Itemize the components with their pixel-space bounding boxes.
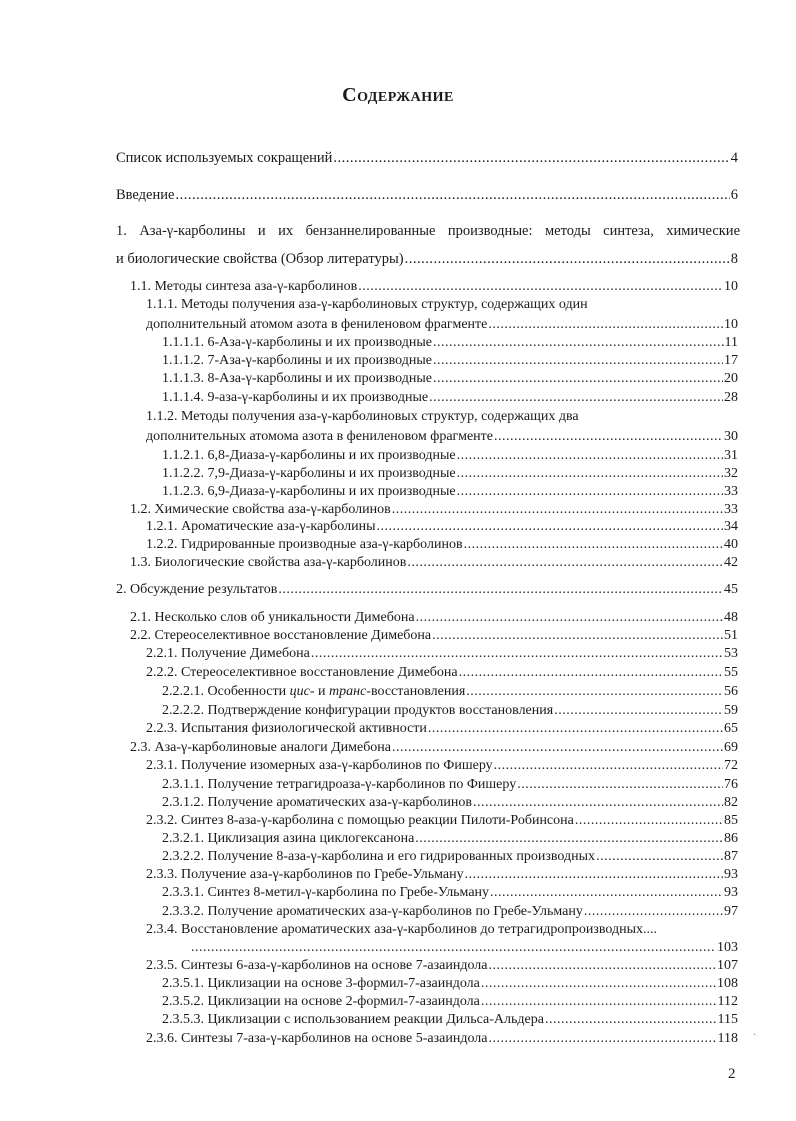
toc-entry-title: 1.1.1.4. 9-аза-γ-карболины и их производные [162, 390, 429, 405]
dot-leader [457, 447, 723, 465]
toc-entry [162, 334, 738, 352]
dot-leader [481, 975, 716, 993]
dot-leader [494, 757, 723, 775]
toc-entry-page: 107 [717, 958, 738, 973]
toc-entry-page: 32 [724, 466, 738, 481]
dot-leader [428, 720, 723, 738]
page-number: 2 [728, 1066, 736, 1082]
toc-entry-page: 93 [724, 867, 738, 882]
toc-entry-page: 40 [724, 537, 738, 552]
toc-entry-title: 1.1.2.2. 7,9-Диаза-γ-карболины и их производные [162, 466, 456, 481]
dot-leader [545, 1011, 717, 1029]
toc-entry-page: 69 [724, 740, 738, 755]
toc-entry [146, 408, 579, 426]
toc-entry-title: 1.2. Химические свойства аза-γ-карболинов [130, 502, 391, 517]
dot-leader [405, 250, 730, 268]
dot-leader [407, 554, 723, 572]
dot-leader [575, 812, 723, 830]
toc-entry-title: 2.3.5.3. Циклизации с использованием реакции Дильса-Альдера [162, 1012, 544, 1027]
toc-entry-title: 1.1.2. Методы получения аза-γ-карболиновых структур, содержащих два [146, 409, 579, 424]
dot-leader [494, 428, 723, 446]
dot-leader [333, 149, 729, 167]
stray-mark: · [753, 1030, 757, 1041]
toc-entry-page: 31 [724, 448, 738, 463]
toc-entry-title: 2. Обсуждение результатов [116, 582, 278, 597]
toc-entry-title: 1.1.1.1. 6-Аза-γ-карболины и их производные [162, 335, 432, 350]
dot-leader [433, 370, 723, 388]
dot-leader [488, 1030, 716, 1048]
toc-entry [146, 957, 738, 975]
toc-entry [162, 1011, 738, 1029]
dot-leader [433, 334, 724, 352]
toc-entry [116, 222, 740, 240]
toc-entry-page: 11 [724, 335, 738, 350]
toc-entry [130, 739, 738, 757]
toc-entry-page: 72 [724, 758, 738, 773]
toc-entry-title: 2.2.2.2. Подтверждение конфигурации продуктов восстановления [162, 703, 554, 718]
toc-entry-page: 97 [724, 904, 738, 919]
toc-entry [130, 501, 738, 519]
toc-entry-title: 2.3.1.1. Получение тетрагидроаза-γ-карболинов по Фишеру [162, 777, 517, 792]
toc-entry-page: 93 [724, 885, 738, 900]
toc-entry [162, 903, 738, 921]
toc-entry-page: 30 [724, 429, 738, 444]
toc-entry-page: 103 [717, 940, 738, 955]
page-title: Содержание [342, 84, 454, 106]
toc-entry [162, 776, 738, 794]
toc-entry [162, 352, 738, 370]
toc-entry-title: 1.1.2.1. 6,8-Диаза-γ-карболины и их производные [162, 448, 456, 463]
toc-entry-title: 2.3.5. Синтезы 6-аза-γ-карболинов на основе 7-азаиндола [146, 958, 488, 973]
toc-entry-title: Введение [116, 187, 175, 203]
toc-entry-title: дополнительных атомома азота в фениленовом фрагменте [146, 429, 493, 444]
dot-leader [392, 739, 723, 757]
toc-entry-title: 1.1.1. Методы получения аза-γ-карболиновых структур, содержащих один [146, 297, 588, 312]
toc-entry [162, 830, 738, 848]
toc-entry [146, 1030, 738, 1048]
toc-entry-title: 2.2. Стереоселективное восстановление Димебона [130, 628, 432, 643]
toc-entry-page: 45 [724, 582, 738, 597]
toc-entry-title: 1.2.2. Гидрированные производные аза-γ-карболинов [146, 537, 463, 552]
dot-leader [473, 794, 723, 812]
dot-leader [311, 645, 723, 663]
toc-entry-title: 2.3.1.2. Получение ароматических аза-γ-карболинов [162, 795, 472, 810]
toc-entry [116, 149, 738, 167]
toc-entry-page: 10 [724, 317, 738, 332]
toc-entry [162, 465, 738, 483]
dot-leader [596, 848, 723, 866]
toc-entry [190, 939, 738, 957]
toc-entry [162, 447, 738, 465]
toc-entry-title: 2.2.2.1. Особенности цис- и транс-восстановления [162, 684, 466, 699]
dot-leader [432, 627, 723, 645]
toc-entry-title: 2.3.3. Получение аза-γ-карболинов по Гребе-Ульману [146, 867, 464, 882]
toc-entry-title: 2.3.3.1. Синтез 8-метил-γ-карболина по Гребе-Ульману [162, 885, 490, 900]
toc-entry-page: 59 [724, 703, 738, 718]
dot-leader [392, 501, 723, 519]
toc-entry [146, 812, 738, 830]
toc-entry-page: 33 [724, 502, 738, 517]
toc-entry-page: 53 [724, 646, 738, 661]
dot-leader [429, 389, 723, 407]
dot-leader [465, 866, 723, 884]
dot-leader [517, 776, 723, 794]
toc-entry-title: 2.1. Несколько слов об уникальности Димебона [130, 610, 415, 625]
toc-entry-title: 1.1.1.2. 7-Аза-γ-карболины и их производные [162, 353, 432, 368]
toc-entry-page: 10 [724, 279, 738, 294]
toc-entry-page: 55 [724, 665, 738, 680]
dot-leader [191, 939, 716, 957]
toc-entry-page: 51 [724, 628, 738, 643]
toc-entry-page: 112 [717, 994, 738, 1009]
toc-entry-title: 2.2.2. Стереоселективное восстановление Димебона [146, 665, 458, 680]
toc-entry-title: 2.3. Аза-γ-карболиновые аналоги Димебона [130, 740, 392, 755]
toc-entry-title: 1. Аза-γ-карболины и их бензаннелированные производные: методы синтеза, химические [116, 223, 740, 239]
dot-leader [433, 352, 723, 370]
toc-entry-page: 87 [724, 849, 738, 864]
toc-entry-page: 65 [724, 721, 738, 736]
toc-entry [116, 186, 738, 204]
toc-entry [146, 664, 738, 682]
toc-entry [162, 483, 738, 501]
toc-entry [130, 554, 738, 572]
toc-entry-title: Список используемых сокращений [116, 150, 333, 166]
toc-entry-page: 82 [724, 795, 738, 810]
toc-entry-page: 28 [724, 390, 738, 405]
dot-leader [457, 465, 723, 483]
toc-entry-title: 1.1.2.3. 6,9-Диаза-γ-карболины и их производные [162, 484, 456, 499]
toc-entry-title: 2.3.5.1. Циклизации на основе 3-формил-7-азаиндола [162, 976, 480, 991]
dot-leader [488, 957, 716, 975]
toc-entry-title: 2.2.1. Получение Димебона [146, 646, 310, 661]
dot-leader [584, 903, 723, 921]
toc-entry [162, 848, 738, 866]
toc-entry-page: 34 [724, 519, 738, 534]
toc-entry [146, 316, 738, 334]
dot-leader [459, 664, 723, 682]
toc-entry-title: 2.3.2.1. Циклизация азина циклогексанона [162, 831, 415, 846]
toc-entry-page: 6 [730, 187, 738, 203]
toc-entry [146, 921, 657, 939]
toc-entry-title: 1.2.1. Ароматические аза-γ-карболины [146, 519, 376, 534]
toc-entry [116, 581, 738, 599]
toc-entry-page: 118 [717, 1031, 738, 1046]
toc-entry-title: 1.1. Методы синтеза аза-γ-карболинов [130, 279, 358, 294]
toc-entry [162, 975, 738, 993]
toc-entry-page: 33 [724, 484, 738, 499]
toc-entry-title: 2.3.2. Синтез 8-аза-γ-карболина с помощью реакции Пилоти-Робинсона [146, 813, 574, 828]
dot-leader [554, 702, 723, 720]
toc-entry-title: 2.3.4. Восстановление ароматических аза-γ-карболинов до тетрагидропроизводных.... [146, 922, 657, 937]
dot-leader [466, 683, 723, 701]
toc-entry [130, 278, 738, 296]
toc-entry-page: 86 [724, 831, 738, 846]
toc-entry-title: 2.3.2.2. Получение 8-аза-γ-карболина и его гидрированных производных [162, 849, 596, 864]
dot-leader [416, 609, 723, 627]
toc-entry-title: 1.1.1.3. 8-Аза-γ-карболины и их производные [162, 371, 432, 386]
toc-entry [146, 428, 738, 446]
toc-entry [146, 296, 588, 314]
dot-leader [415, 830, 723, 848]
dot-leader [464, 536, 723, 554]
toc-entry-page: 48 [724, 610, 738, 625]
toc-entry-title: 1.3. Биологические свойства аза-γ-карболинов [130, 555, 407, 570]
dot-leader [488, 316, 723, 334]
toc-entry-title: дополнительный атомом азота в фениленовом фрагменте [146, 317, 488, 332]
toc-entry-page: 85 [724, 813, 738, 828]
toc-entry-page: 4 [730, 150, 738, 166]
toc-entry [130, 609, 738, 627]
dot-leader [278, 581, 723, 599]
toc-entry-page: 20 [724, 371, 738, 386]
toc-entry [146, 645, 738, 663]
toc-entry [162, 683, 738, 701]
toc-entry [146, 518, 738, 536]
toc-entry-title: 2.3.1. Получение изомерных аза-γ-карболинов по Фишеру [146, 758, 493, 773]
dot-leader [175, 186, 729, 204]
toc-entry [130, 627, 738, 645]
toc-entry [146, 720, 738, 738]
dot-leader [490, 884, 723, 902]
toc-entry [146, 866, 738, 884]
toc-entry-page: 76 [724, 777, 738, 792]
toc-entry-page: 56 [724, 684, 738, 699]
toc-entry-title: 2.3.6. Синтезы 7-аза-γ-карболинов на основе 5-азаиндола [146, 1031, 488, 1046]
toc-entry-title: 2.3.5.2. Циклизации на основе 2-формил-7-азаиндола [162, 994, 480, 1009]
toc-entry [162, 389, 738, 407]
toc-entry [146, 757, 738, 775]
toc-entry-page: 42 [724, 555, 738, 570]
dot-leader [481, 993, 717, 1011]
toc-entry-title: и биологические свойства (Обзор литературы) [116, 251, 404, 267]
toc-entry [146, 536, 738, 554]
toc-entry-title: 2.2.3. Испытания физиологической активности [146, 721, 427, 736]
toc-entry-title: 2.3.3.2. Получение ароматических аза-γ-карболинов по Гребе-Ульману [162, 904, 583, 919]
toc-entry-page: 108 [717, 976, 738, 991]
toc-entry [162, 702, 738, 720]
toc-entry-page: 17 [724, 353, 738, 368]
dot-leader [358, 278, 723, 296]
toc-entry-page: 115 [717, 1012, 738, 1027]
toc-entry [162, 370, 738, 388]
toc-entry [162, 993, 738, 1011]
toc-entry [116, 250, 738, 268]
dot-leader [376, 518, 723, 536]
dot-leader [457, 483, 723, 501]
toc-entry [162, 884, 738, 902]
toc-entry [162, 794, 738, 812]
toc-entry-page: 8 [730, 251, 738, 267]
